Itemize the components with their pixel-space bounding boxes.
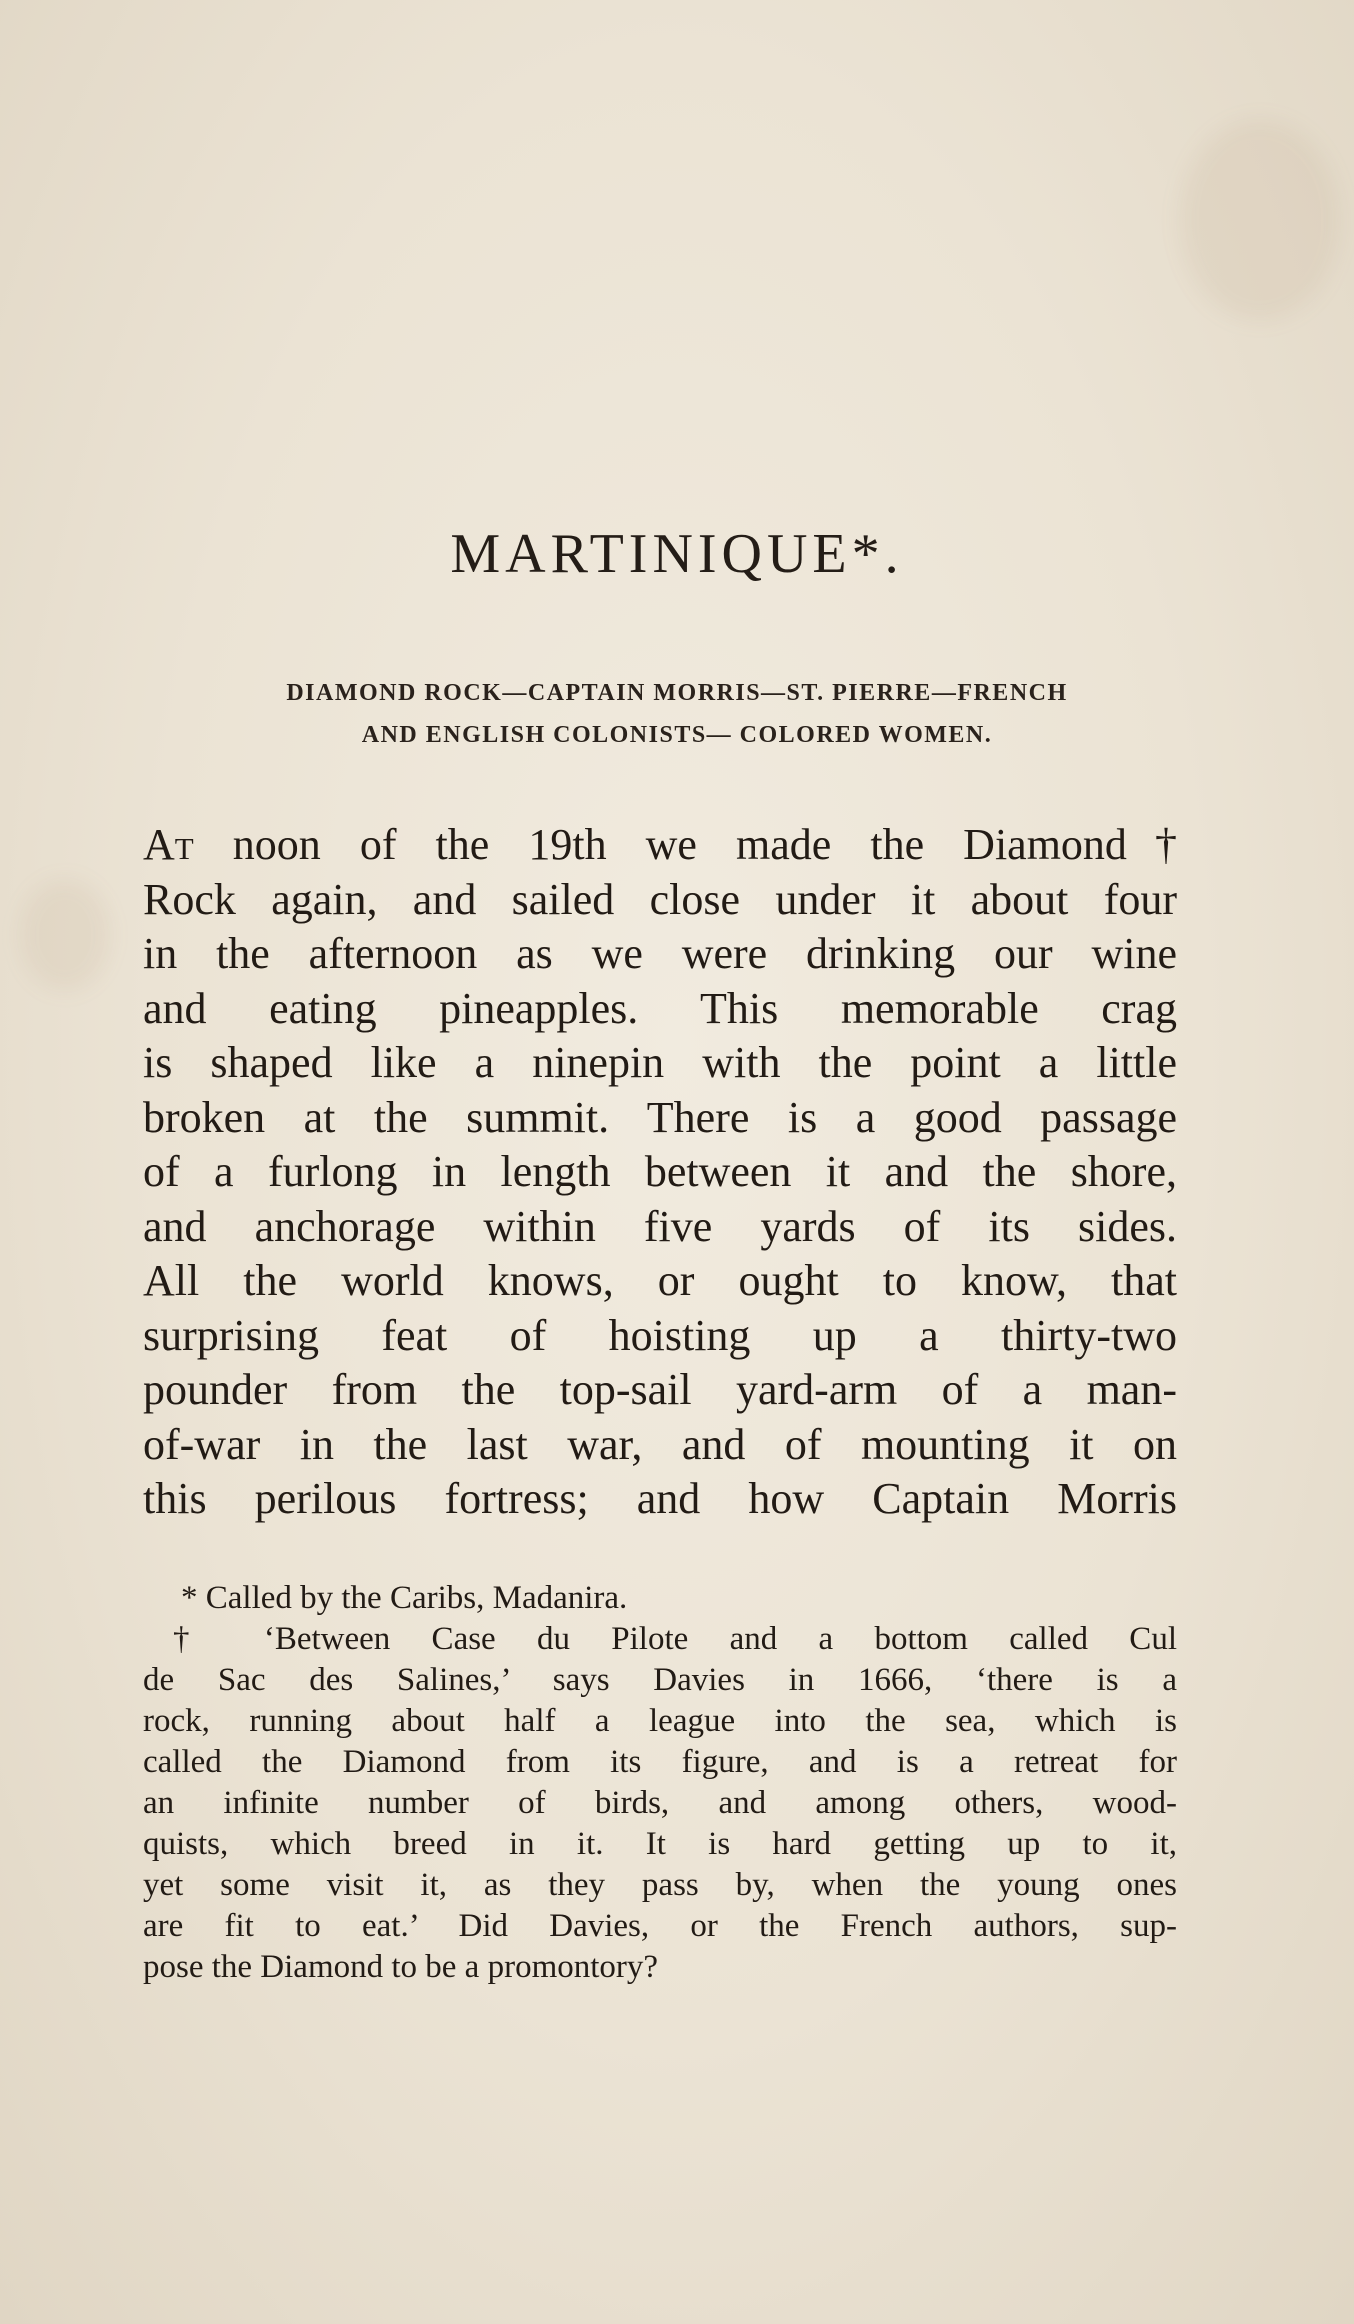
footnote-line: rock, running about half a league into the sea, which is [143,1703,1177,1739]
body-line: pounder from the top-sail yard-arm of a man- [143,1365,1177,1414]
body-text [143,818,1177,1527]
body-line: is shaped like a ninepin with the point a little [143,1038,1177,1087]
body-line: and eating pineapples. This memorable crag [143,983,1177,1033]
synopsis-line: AND ENGLISH COLONISTS— COLORED WOMEN. [361,722,993,748]
body-line: All the world knows, or ought to know, that [143,1256,1177,1305]
synopsis-line: DIAMOND ROCK—CAPTAIN MORRIS—ST. PIERRE—FRENCH [286,680,1068,706]
body-line: in the afternoon as we were drinking our wine [143,929,1177,978]
footnotes [143,1578,1177,1988]
paper-stain [1180,120,1340,320]
body-line-text: noon of the 19th we made the Diamond† [232,820,1177,869]
footnote-line: are fit to eat.’ Did Davies, or the French authors, sup- [143,1908,1177,1944]
footnote-line: de Sac des Salines,’ says Davies in 1666, ‘there is a [143,1662,1177,1698]
body-lead-word: At [143,820,194,869]
body-line: and anchorage within five yards of its sides. [143,1201,1177,1251]
footnote-line: an infinite number of birds, and among others, wood- [143,1785,1177,1821]
body-line: broken at the summit. There is a good passage [143,1092,1177,1142]
footnote-line: yet some visit it, as they pass by, when the young ones [143,1867,1177,1903]
footnote-line: called the Diamond from its figure, and is a retreat for [143,1744,1177,1780]
paper-stain [20,880,110,990]
body-line: this perilous fortress; and how Captain Morris [143,1474,1177,1523]
body-line: Rock again, and sailed close under it about four [143,874,1177,924]
chapter-title: MARTINIQUE*. [450,523,904,585]
body-line: surprising feat of hoisting up a thirty-two [143,1310,1177,1360]
footnote-line: quists, which breed in it. It is hard getting up to it, [143,1826,1177,1862]
footnote-line: * Called by the Caribs, Madanira. [181,1580,628,1616]
bleed-through-text [150,240,1210,302]
body-line: of-war in the last war, and of mounting it on [143,1419,1177,1469]
body-line [143,818,1177,873]
footnote-line: pose the Diamond to be a promontory? [143,1949,659,1985]
chapter-synopsis [120,672,1234,756]
body-line: of a furlong in length between it and the shore, [143,1147,1177,1196]
footnote-line: † ‘Between Case du Pilote and a bottom called Cul [173,1621,1177,1657]
